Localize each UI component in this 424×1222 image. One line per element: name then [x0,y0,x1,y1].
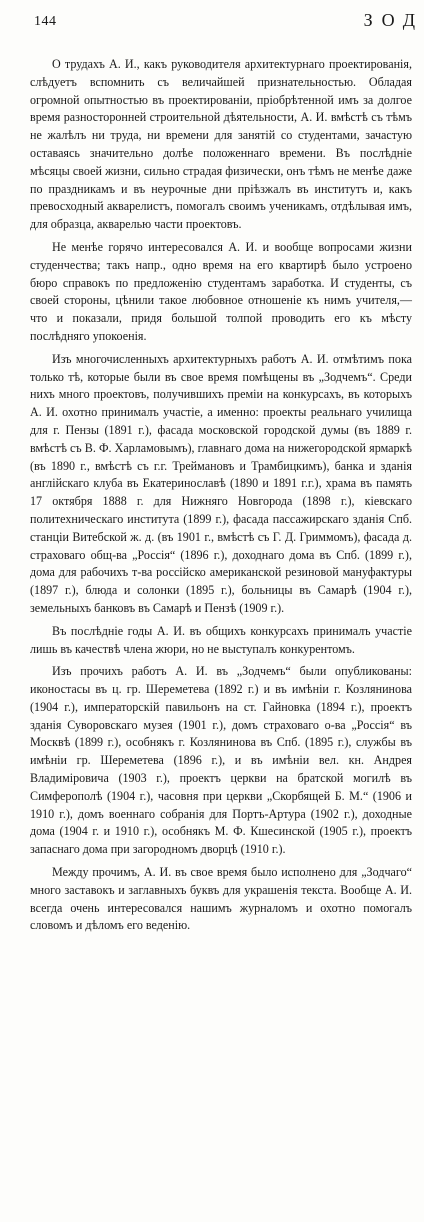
page-number: 144 [34,14,57,29]
paragraph: Между прочимъ, А. И. въ свое время было исполнено для „Зодчаго“ много заставокъ и заглавныхъ буквъ для украшенія текста. Вообще А. И. всегда очень интересовался нашимъ журналомъ и охотно помогалъ словомъ и дѣломъ его веденію. [30,865,412,933]
body-text [30,56,412,940]
paragraph: Въ послѣдніе годы А. И. въ общихъ конкурсахъ принималъ участіе лишь въ качествѣ члена жюри, но не выступалъ конкурентомъ. [30,623,412,656]
running-head: ЗОД [363,10,424,30]
paragraph: Изъ многочисленныхъ архитектурныхъ работъ А. И. отмѣтимъ пока только тѣ, которые были въ свое время помѣщены въ „Зодчемъ“. Среди нихъ много проектовъ, получившихъ преміи на конкурсахъ, въ которыхъ А. И. охотно принималъ участіе, а именно: проекты реальнаго училища для г. Пензы (1891 г.), фасада московской городской думы (въ 1889 г. вмѣстѣ съ В. Ф. Харламовымъ), главнаго дома на нижегородской ярмаркѣ (въ 1890 г., вмѣстѣ съ г.г. Треймановъ и Трамбицкимъ), банка и зданія англійскаго клуба въ Екатеринославѣ (1890 и 1891 г.г.), храма въ память 17 октября 1888 г. для Нижняго Новгорода (1898 г.), кіевскаго политехническаго института (1899 г.), фасада пассажирскаго зданія Спб. станціи Витебской ж. д. (въ 1901 г., вмѣстѣ съ Г. Д. Гриммомъ), фасада д. страховаго общ-ва „Россія“ (1896 г.), доходнаго дома въ Спб. (1899 г.), дома для рабочихъ т-ва россійско американской резиновой мануфактуры (1897 г.), блюда и солонки (1895 г.), больницы въ Самарѣ (1904 г.), земельныхъ банковъ въ Самарѣ и Пензѣ (1909 г.). [30,351,412,615]
page-header [34,10,424,34]
paragraph: О трудахъ А. И., какъ руководителя архитектурнаго проектированія, слѣдуетъ вспомнить съ величайшей признательностью. Обладая огромной опытностью въ проектированіи, пріобрѣтенной имъ за долгое время разносторонней строительной дѣятельности, А. И. вмѣстѣ съ тѣмъ не жалѣлъ ни труда, ни времени для занятій со студентами, зачастую оставаясь значительно долѣе положеннаго времени. Въ послѣдніе мѣсяцы своей жизни, сильно страдая физически, онъ тѣмъ не менѣе даже по праздникамъ и въ неурочные дни пріѣзжалъ въ институтъ и, какъ превосходный акварелистъ, помогалъ своимъ ученикамъ, отдѣлывая имъ, для образца, акварелью части проектовъ. [30,57,412,232]
paragraph: Не менѣе горячо интересовался А. И. и вообще вопросами жизни студенчества; такъ напр., одно время на его квартирѣ было устроено бюро справокъ по предложенію студентамъ заработка. И студенты, съ своей стороны, цѣнили такое любовное отношеніе къ нимъ учителя,—что и показали, придя большой толпой проводить его къ мѣсту послѣдняго упокоенія. [30,239,412,343]
paragraph: Изъ прочихъ работъ А. И. въ „Зодчемъ“ были опубликованы: иконостасы въ ц. гр. Шереметева (1892 г.) и въ имѣніи г. Козлянинова (1904 г.), императорскій павильонъ на ст. Гайновка (1894 г.), проектъ зданія Суворовскаго музея (1901 г.), домъ страховаго о-ва „Россія“ въ Москвѣ (1899 г.), особнякъ г. Козлянинова въ Спб. (1895 г.), службы въ имѣніи гр. Шереметева (1896 г.), и въ имѣніи вел. кн. Андрея Владиміровича (1903 г.), проектъ церкви на братской могилѣ въ Симферополѣ (1904 г.), часовня при церкви „Скорбящей Б. М.“ (1906 и 1910 г.), домъ военнаго собранія для Портъ-Артура (1902 г.), доходные дома (1904 г. и 1910 г.), особнякъ М. Ф. Кшесинской (1905 г.), проектъ запаснаго дома при загородномъ дворцѣ (1910 г.). [30,664,412,857]
